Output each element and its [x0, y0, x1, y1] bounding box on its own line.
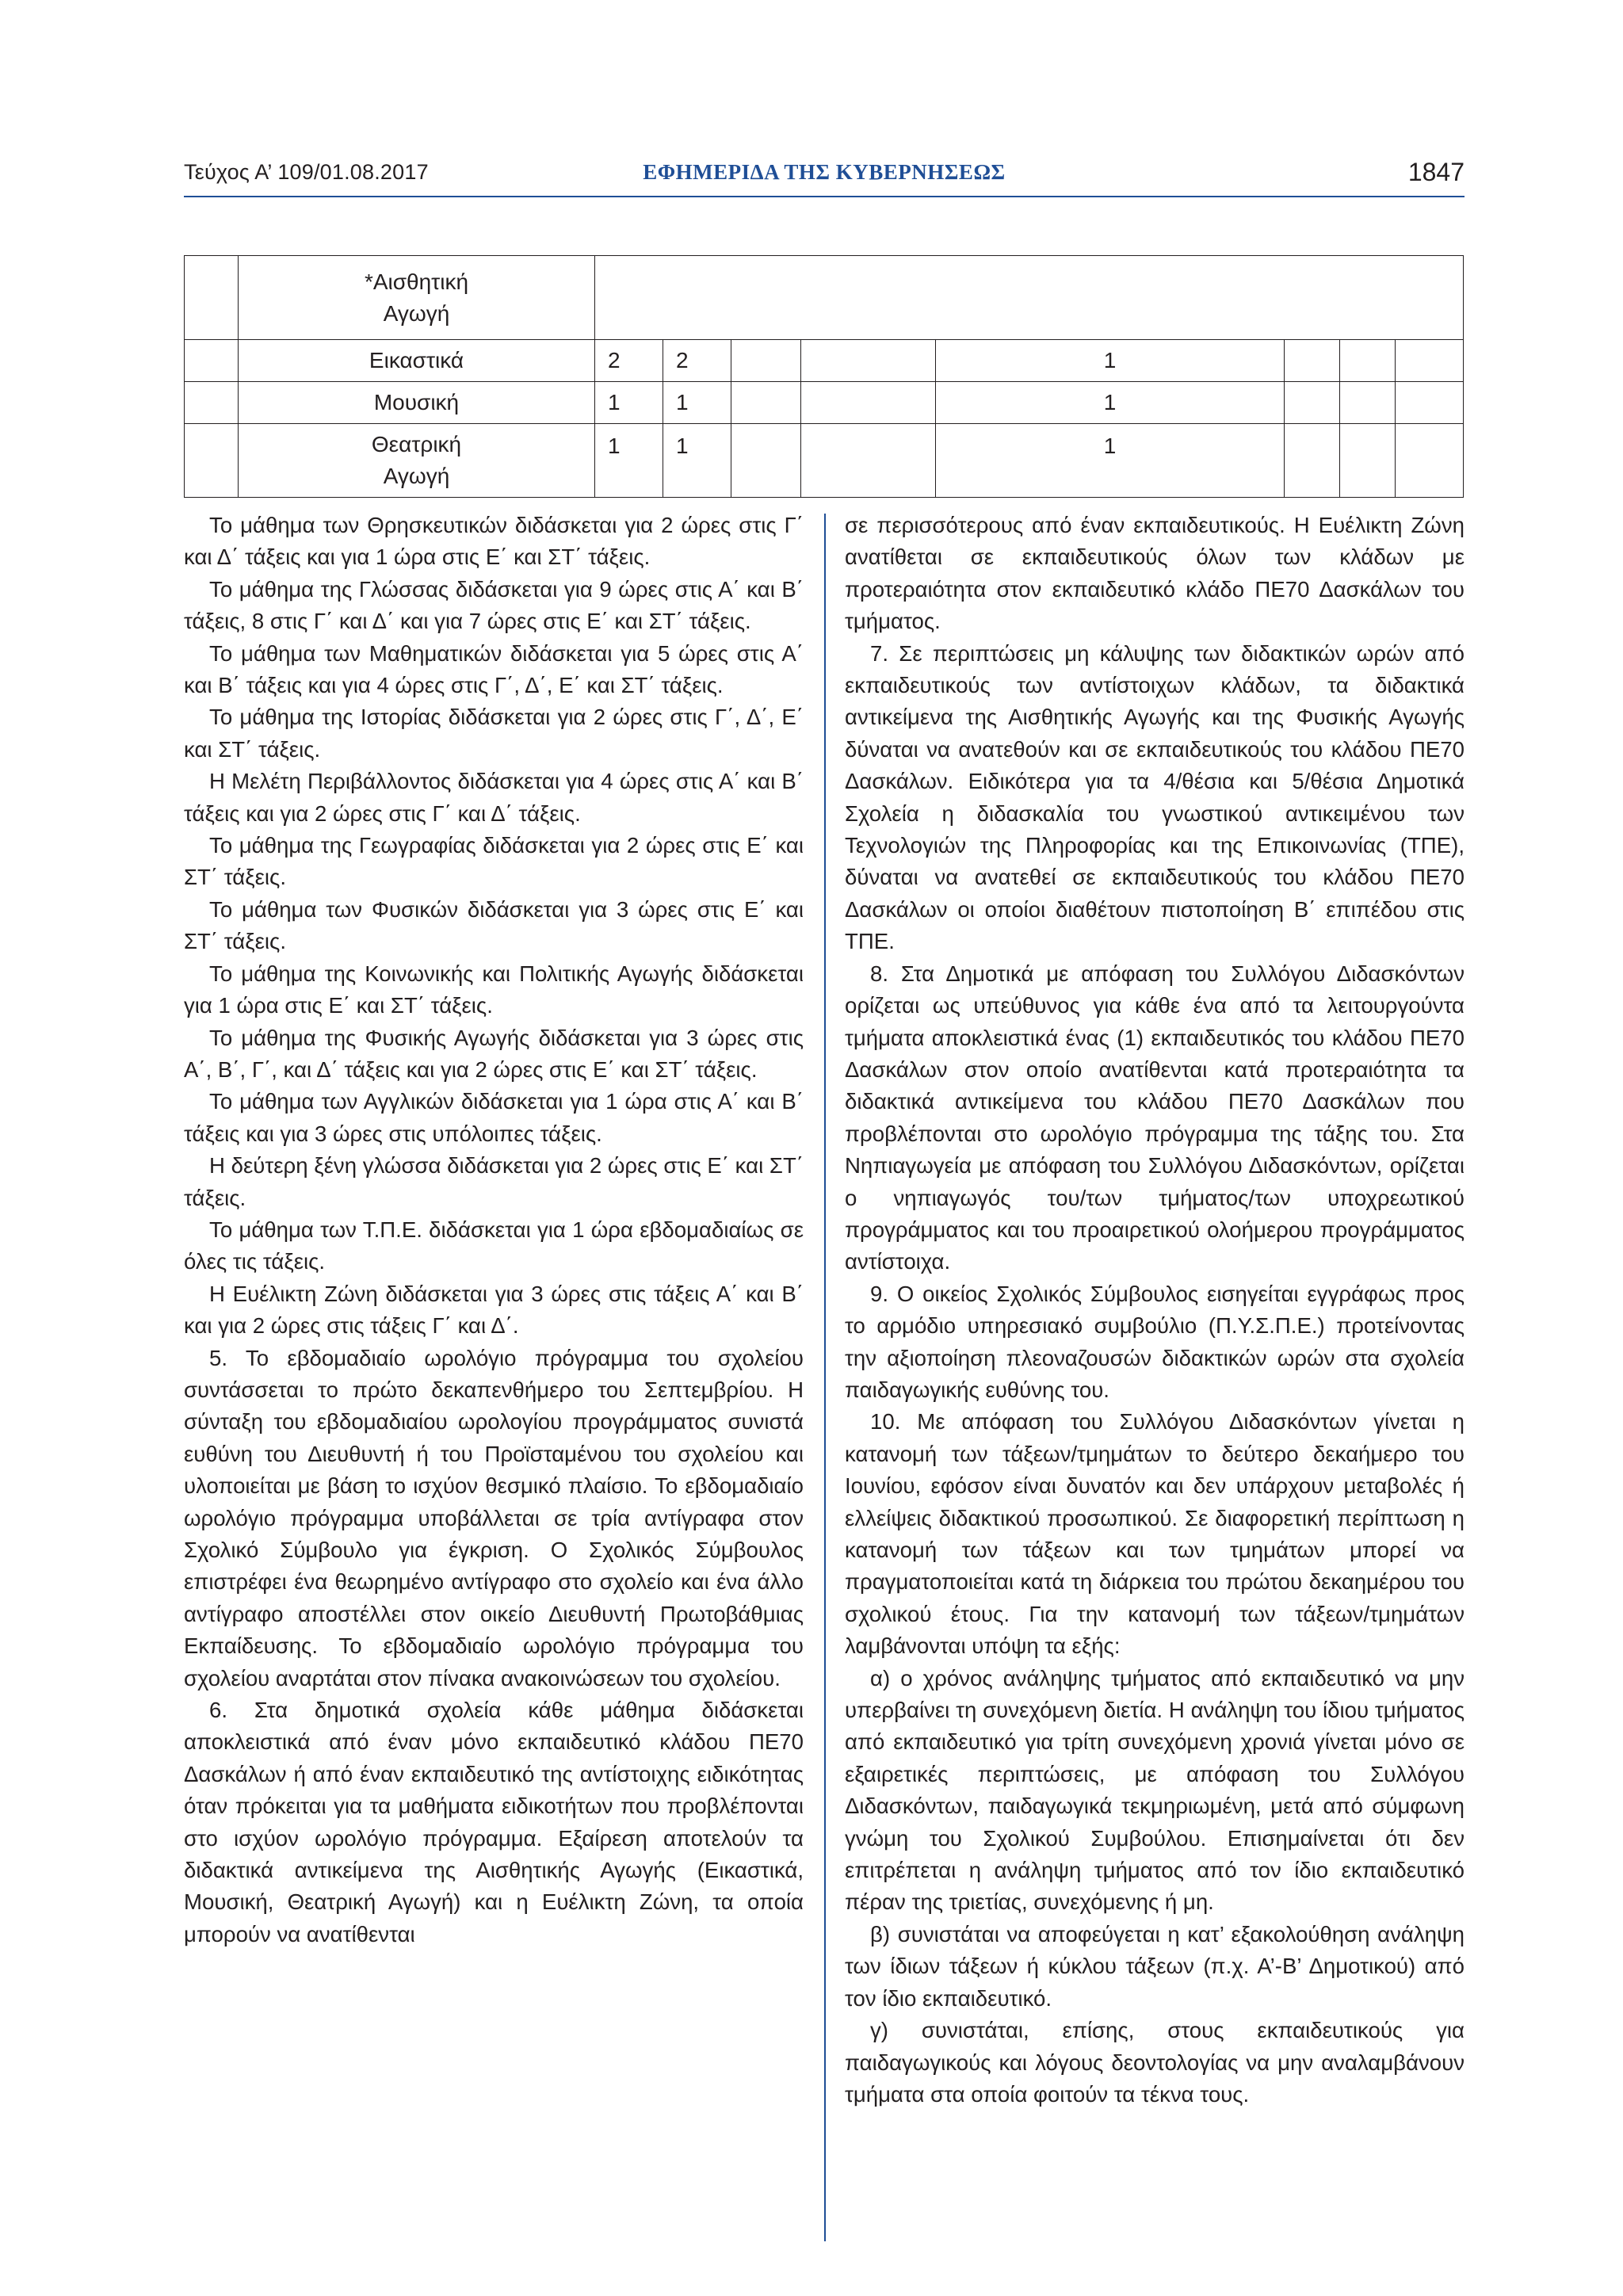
table-cell [185, 256, 239, 340]
table-value: 1 [936, 340, 1285, 382]
subject-line: Θεατρική [371, 432, 462, 457]
column-divider [824, 514, 826, 2241]
table-value: 1 [936, 424, 1285, 498]
paragraph: 5. Το εβδομαδιαίο ωρολόγιο πρόγραμμα του σχολείου συντάσσεται το πρώτο δεκαπενθήμερο του Σεπτεμβρίου. Η σύνταξη του εβδομαδιαίου ωρολογίου προγράμματος συνιστά ευθύνη του Διευθυντή ή του Προϊσταμένου του σχολείου και υλοποιείται με βάση το ισχύον θεσμικό πλαίσιο. Το εβδομαδιαίο ωρολόγιο πρόγραμμα υποβάλλεται σε τρία αντίγραφα στον Σχολικό Σύμβουλο για έγκριση. Ο Σχολικός Σύμβουλος επιστρέφει ένα θεωρημένο αντίγραφο στο σχολείο και ένα άλλο αντίγραφο αποστέλλει στον οικείο Διευθυντή Πρωτοβάθμιας Εκπαίδευσης. Το εβδομαδιαίο ωρολόγιο πρόγραμμα του σχολείου αναρτάται στον πίνακα ανακοινώσεων του σχολείου. [184, 1345, 804, 1690]
gazette-title: ΕΦΗΜΕΡΙΔΑ ΤΗΣ ΚΥΒΕΡΝΗΣΕΩΣ [643, 160, 1006, 184]
table-row [185, 424, 1464, 498]
paragraph: 9. Ο οικείος Σχολικός Σύμβουλος εισηγείται εγγράφως προς το αρμόδιο υπηρεσιακό συμβούλιο (Π.Υ.Σ.Π.Ε.) προτείνοντας την αξιοποίηση πλεοναζουσών διδακτικών ωρών στα σχολεία παιδαγωγικής ευθύνης του. [845, 1281, 1465, 1402]
paragraph: α) ο χρόνος ανάληψης τμήματος από εκπαιδευτικό να μην υπερβαίνει τη συνεχόμενη διετία. Η ανάληψη του ίδιου τμήματος από εκπαιδευτικό για τρίτη συνεχόμενη χρονιά γίνεται μόνο σε εξαιρετικές περιπτώσεις, με απόφαση του Συλλόγου Διδασκόντων, παιδαγωγικά τεκμηριωμένη, μετά από σύμφωνη γνώμη του Σχολικού Συμβούλου. Επισημαίνεται ότι δεν επιτρέπεται η ανάληψη τμήματος από τον ίδιο εκπαιδευτικό πέραν της τριετίας, συνεχόμενης ή μη. [845, 1665, 1465, 1915]
page-number: 1847 [1407, 158, 1465, 186]
right-column [845, 510, 1465, 2111]
table-value: 1 [663, 424, 731, 498]
table-cell [595, 256, 1464, 340]
table-cell [185, 424, 239, 498]
table-cell [1340, 340, 1396, 382]
paragraph: 8. Στα Δημοτικά με απόφαση του Συλλόγου Διδασκόντων ορίζεται ως υπεύθυνος για κάθε ένα από τα λειτουργούντα τμήματα αποκλειστικά ένας (1) εκπαιδευτικός του κλάδου ΠΕ70 Δασκάλων στον οποίο ανατίθενται κατά προτεραιότητα τα διδακτικά αντικείμενα του κλάδου ΠΕ70 Δασκάλων που προβλέπονται στο ωρολόγιο πρόγραμμα της τάξης του. Στα Νηπιαγωγεία με απόφαση του Συλλόγου Διδασκόντων, ορίζεται ο νηπιαγωγός του/των τμήματος/των υποχρεωτικού προγράμματος και του προαιρετικού ολοήμερου προγράμματος αντίστοιχα. [845, 961, 1465, 1274]
table-cell [731, 424, 801, 498]
header-rule [184, 196, 1465, 197]
table-cell [185, 382, 239, 424]
table-cell [1340, 424, 1396, 498]
table-value: 1 [936, 382, 1285, 424]
table-row [185, 256, 1464, 340]
section-label-line: Αγωγή [383, 300, 450, 326]
table-cell [185, 340, 239, 382]
paragraph: Το μάθημα της Φυσικής Αγωγής διδάσκεται για 3 ώρες στις Α΄, Β΄, Γ΄, και Δ΄ τάξεις και για 2 ώρες στις Ε΄ και ΣΤ΄ τάξεις. [184, 1025, 804, 1082]
paragraph: Το μάθημα των Αγγλικών διδάσκεται για 1 ώρα στις Α΄ και Β΄ τάξεις και για 3 ώρες στις υπόλοιπες τάξεις. [184, 1089, 804, 1146]
paragraph: Το μάθημα των Φυσικών διδάσκεται για 3 ώρες στις Ε΄ και ΣΤ΄ τάξεις. [184, 896, 804, 954]
table-cell [801, 340, 936, 382]
table-value: 2 [595, 340, 663, 382]
paragraph: Το μάθημα της Κοινωνικής και Πολιτικής Αγωγής διδάσκεται για 1 ώρα στις Ε΄ και ΣΤ΄ τάξεις. [184, 961, 804, 1018]
paragraph: 6. Στα δημοτικά σχολεία κάθε μάθημα διδάσκεται αποκλειστικά από έναν μόνο εκπαιδευτικό κλάδου ΠΕ70 Δασκάλων ή από έναν εκπαιδευτικό της αντίστοιχης ειδικότητας όταν πρόκειται για τα μαθήματα ειδικοτήτων που προβλέπονται στο ισχύον ωρολόγιο πρόγραμμα. Εξαίρεση αποτελούν τα διδακτικά αντικείμενα της Αισθητικής Αγωγής (Εικαστικά, Μουσική, Θεατρική Αγωγή) και η Ευέλικτη Ζώνη, τα οποία μπορούν να ανατίθενται [184, 1698, 804, 1946]
paragraph: 10. Με απόφαση του Συλλόγου Διδασκόντων γίνεται η κατανομή των τάξεων/τμημάτων το δεύτερο δεκαήμερο του Ιουνίου, εφόσον είναι δυνατόν και δεν υπάρχουν μεταβολές ή ελλείψεις διδακτικού προσωπικού. Σε διαφορετική περίπτωση η κατανομή των τάξεων και των τμημάτων μπορεί να πραγματοποιείται κατά τη διάρκεια του πρώτου δεκαημέρου του σχολικού έτους. Για την κατανομή των τάξεων/τμημάτων λαμβάνονται υπόψη τα εξής: [845, 1409, 1465, 1659]
table-cell [731, 382, 801, 424]
left-column [184, 510, 804, 1950]
table-row [185, 382, 1464, 424]
table-cell [1396, 424, 1464, 498]
curriculum-table [184, 255, 1464, 498]
paragraph: Η δεύτερη ξένη γλώσσα διδάσκεται για 2 ώρες στις Ε΄ και ΣΤ΄ τάξεις. [184, 1153, 804, 1210]
table-cell [1396, 340, 1464, 382]
paragraph: 7. Σε περιπτώσεις μη κάλυψης των διδακτικών ωρών από εκπαιδευτικούς των αντίστοιχων κλάδων, τα διδακτικά αντικείμενα της Αισθητικής Αγωγής και της Φυσικής Αγωγής δύναται να ανατεθούν και σε εκπαιδευτικούς του κλάδου ΠΕ70 Δασκάλων. Ειδικότερα για τα 4/θέσια και 5/θέσια Δημοτικά Σχολεία η διδασκαλία του γνωστικού αντικειμένου των Τεχνολογιών της Πληροφορίας και της Επικοινωνίας (ΤΠΕ), δύναται να ανατεθεί σε εκπαιδευτικούς του κλάδου ΠΕ70 Δασκάλων οι οποίοι διαθέτουν πιστοποίηση Β΄ επιπέδου στις ΤΠΕ. [845, 640, 1465, 954]
table-value: 1 [663, 382, 731, 424]
paragraph: Το μάθημα της Γεωγραφίας διδάσκεται για 2 ώρες στις Ε΄ και ΣΤ΄ τάξεις. [184, 833, 804, 890]
table-cell [1285, 340, 1340, 382]
paragraph: Η Ευέλικτη Ζώνη διδάσκεται για 3 ώρες στις τάξεις Α΄ και Β΄ και για 2 ώρες στις τάξεις Γ΄ και Δ΄. [184, 1281, 804, 1339]
paragraph: σε περισσότερους από έναν εκπαιδευτικούς. Η Ευέλικτη Ζώνη ανατίθεται σε εκπαιδευτικούς όλων των κλάδων με προτεραιότητα στον εκπαιδευτικό κλάδο ΠΕ70 Δασκάλων του τμήματος. [845, 513, 1465, 634]
table-subject [239, 424, 595, 498]
table-cell [801, 382, 936, 424]
paragraph: Το μάθημα των Θρησκευτικών διδάσκεται για 2 ώρες στις Γ΄ και Δ΄ τάξεις και για 1 ώρα στις Ε΄ και ΣΤ΄ τάξεις. [184, 513, 804, 570]
table-value: 1 [595, 424, 663, 498]
table-row [185, 340, 1464, 382]
paragraph: Το μάθημα των Μαθηματικών διδάσκεται για 5 ώρες στις Α΄ και Β΄ τάξεις και για 4 ώρες στις Γ΄, Δ΄, Ε΄ και ΣΤ΄ τάξεις. [184, 640, 804, 698]
table-section-label [239, 256, 595, 340]
paragraph: γ) συνιστάται, επίσης, στους εκπαιδευτικούς για παιδαγωγικούς και λόγους δεοντολογίας να μην αναλαμβάνουν τμήματα στα οποία φοιτούν τα τέκνα τους. [845, 2018, 1465, 2107]
table-cell [801, 424, 936, 498]
paragraph: Το μάθημα της Ιστορίας διδάσκεται για 2 ώρες στις Γ΄, Δ΄, Ε΄ και ΣΤ΄ τάξεις. [184, 705, 804, 762]
table-cell [1340, 382, 1396, 424]
issue-reference: Τεύχος Α’ 109/01.08.2017 [184, 160, 429, 184]
table-subject: Μουσική [239, 382, 595, 424]
table-value: 2 [663, 340, 731, 382]
paragraph: Το μάθημα της Γλώσσας διδάσκεται για 9 ώρες στις Α΄ και Β΄ τάξεις, 8 στις Γ΄ και Δ΄ και για 7 ώρες στις Ε΄ και ΣΤ΄ τάξεις. [184, 576, 804, 634]
table-cell [731, 340, 801, 382]
section-label-line: *Αισθητική [364, 269, 469, 294]
paragraph: Το μάθημα των Τ.Π.Ε. διδάσκεται για 1 ώρα εβδομαδιαίως σε όλες τις τάξεις. [184, 1217, 804, 1274]
table-cell [1285, 424, 1340, 498]
table-value: 1 [595, 382, 663, 424]
table-cell [1396, 382, 1464, 424]
subject-line: Αγωγή [383, 464, 450, 488]
table-cell [1285, 382, 1340, 424]
table-subject: Εικαστικά [239, 340, 595, 382]
paragraph: Η Μελέτη Περιβάλλοντος διδάσκεται για 4 ώρες στις Α΄ και Β΄ τάξεις και για 2 ώρες στις Γ΄ και Δ΄ τάξεις. [184, 769, 804, 826]
page-header [184, 160, 1465, 195]
paragraph: β) συνιστάται να αποφεύγεται η κατ’ εξακολούθηση ανάληψη των ίδιων τάξεων ή κύκλου τάξεων (π.χ. Α’-Β’ Δημοτικού) από τον ίδιο εκπαιδευτικό. [845, 1921, 1465, 2011]
